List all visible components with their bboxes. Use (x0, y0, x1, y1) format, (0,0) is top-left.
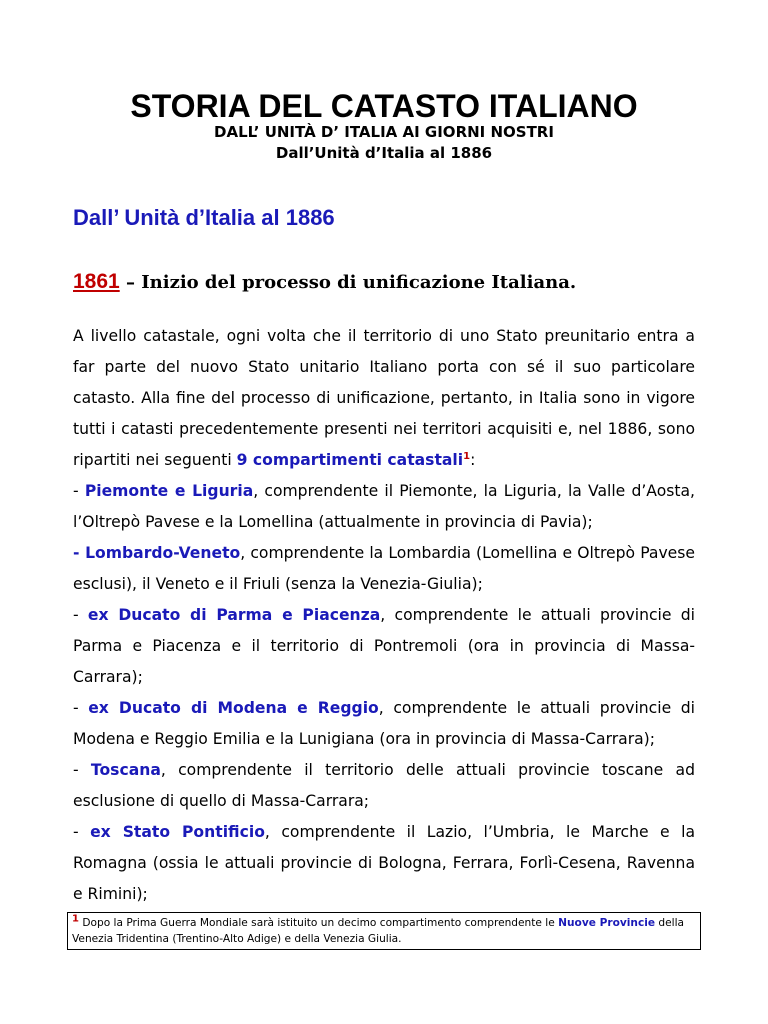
list-item-prefix: - (73, 761, 91, 779)
list-item (73, 476, 695, 538)
list-item (73, 693, 695, 755)
document-subtitle-period: Dall’Unità d’Italia al 1886 (275, 144, 493, 162)
compartment-description: , comprendente la Lombardia (Lomellina e Oltrepò Pavese esclusi), il Veneto e il Friuli (senza la Venezia-Giulia); (73, 544, 695, 593)
list-item-prefix: - (73, 699, 89, 717)
compartment-name: Toscana (90, 761, 161, 779)
compartment-description: , comprendente il Lazio, l’Umbria, le Marche e la Romagna (ossia le attuali provincie di Bologna, Ferrara, Forlì-Cesena, Ravenna e Rimini); (73, 823, 695, 903)
footnote-text: Dopo la Prima Guerra Mondiale sarà istituito un decimo compartimento comprendente le (78, 917, 559, 929)
compartment-description: , comprendente il territorio delle attuali provincie toscane ad esclusione di quello di Massa-Carrara; (73, 761, 695, 810)
footnote-highlight: Nuove Provincie (558, 917, 656, 929)
list-item (73, 538, 695, 600)
footnote-reference: 1 (463, 450, 471, 462)
list-item (73, 600, 695, 693)
list-item (73, 755, 695, 817)
compartment-description: , comprendente le attuali provincie di Modena e Reggio Emilia e la Lunigiana (ora in provincia di Massa-Carrara); (73, 699, 695, 748)
list-item-prefix: - (73, 823, 91, 841)
section-heading: Dall’ Unità d’Italia al 1886 (73, 205, 335, 230)
compartment-name: ex Ducato di Modena e Reggio (88, 699, 379, 717)
compartment-name: ex Ducato di Parma e Piacenza (87, 606, 381, 624)
compartment-name: Piemonte e Liguria (84, 482, 254, 500)
list-item-prefix: - (73, 482, 85, 500)
document-title: STORIA DEL CATASTO ITALIANO (130, 88, 638, 124)
compartment-name: Lombardo-Veneto (85, 544, 241, 562)
compartment-name: ex Stato Pontificio (90, 823, 265, 841)
year-label: 1861 (73, 270, 120, 293)
footnote-box (67, 912, 701, 950)
list-item-prefix: - (73, 544, 86, 562)
compartments-highlight: 9 compartimenti catastali (236, 451, 464, 469)
intro-paragraph (73, 321, 695, 476)
body-text (73, 321, 695, 910)
footnote-text-end: della Venezia Tridentina (Trentino-Alto Adige) e della Venezia Giulia. (72, 917, 685, 945)
intro-text: A livello catastale, ogni volta che il territorio di uno Stato preunitario entra a far parte del nuovo Stato unitario Italiano porta con sé il suo particolare catasto. Alla fine del processo di unificazione, pertanto, in Italia sono in vigore tutti i catasti precedentemente presenti nei territori acquisiti e, nel 1886, sono ripartiti nei seguenti (73, 327, 695, 469)
year-title: – Inizio del processo di unificazione Italiana. (119, 272, 577, 293)
document-subtitle: DALL’ UNITÀ D’ ITALIA AI GIORNI NOSTRI (214, 123, 554, 141)
footnote-number: 1 (72, 913, 79, 925)
intro-tail: : (470, 451, 476, 469)
compartment-description: , comprendente le attuali provincie di Parma e Piacenza e il territorio di Pontremoli (ora in provincia di Massa-Carrara); (73, 606, 695, 686)
list-item-prefix: - (73, 606, 88, 624)
year-heading (73, 270, 576, 294)
compartment-description: , comprendente il Piemonte, la Liguria, la Valle d’Aosta, l’Oltrepò Pavese e la Lomellina (attualmente in provincia di Pavia); (73, 482, 695, 531)
list-item (73, 817, 695, 910)
